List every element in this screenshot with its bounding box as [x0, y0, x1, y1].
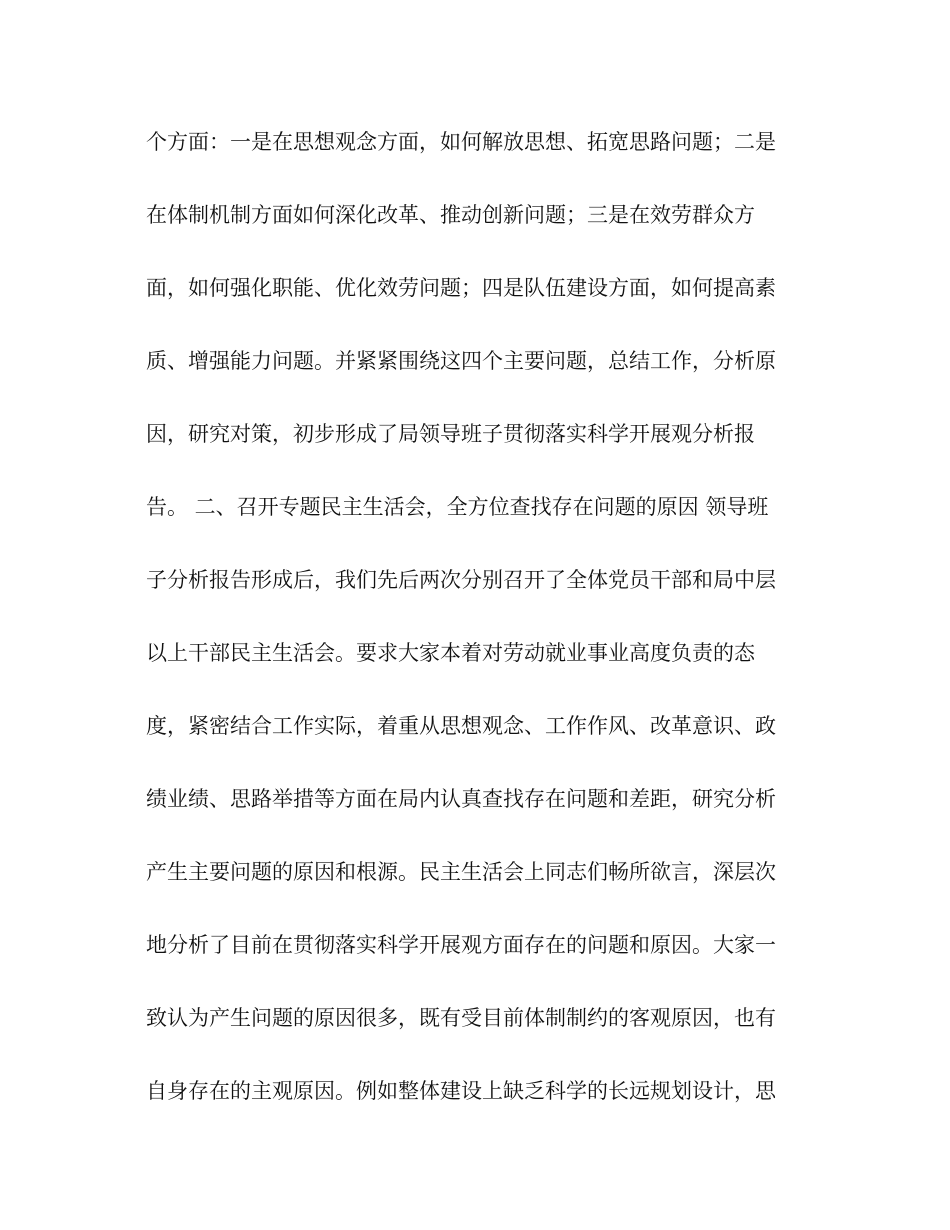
document-body: [146, 122, 806, 1144]
text-line-8: 以上干部民主生活会。要求大家本着对劳动就业事业高度负责的态: [146, 641, 755, 665]
text-line-9: 度，紧密结合工作实际，着重从思想观念、工作作风、改革意识、政: [146, 714, 776, 738]
text-line-10: 绩业绩、思路举措等方面在局内认真查找存在问题和差距，研究分析: [146, 787, 776, 811]
text-line-7: 子分析报告形成后，我们先后两次分别召开了全体党员干部和局中层: [146, 568, 776, 592]
text-line-4: 质、增强能力问题。并紧紧围绕这四个主要问题，总结工作，分析原: [146, 349, 776, 373]
text-line-5: 因，研究对策，初步形成了局领导班子贯彻落实科学开展观分析报: [146, 422, 755, 446]
text-line-2: 在体制机制方面如何深化改革、推动创新问题；三是在效劳群众方: [146, 203, 755, 227]
text-line-3: 面，如何强化职能、优化效劳问题；四是队伍建设方面，如何提高素: [146, 276, 776, 300]
text-line-13: 致认为产生问题的原因很多，既有受目前体制制约的客观原因，也有: [146, 1006, 776, 1030]
text-line-1: 个方面：一是在思想观念方面，如何解放思想、拓宽思路问题；二是: [146, 130, 776, 154]
text-line-12: 地分析了目前在贯彻落实科学开展观方面存在的问题和原因。大家一: [146, 933, 776, 957]
text-line-6: 告。 二、召开专题民主生活会，全方位查找存在问题的原因 领导班: [146, 495, 769, 519]
text-line-14: 自身存在的主观原因。例如整体建设上缺乏科学的长远规划设计，思: [146, 1079, 776, 1103]
text-line-11: 产生主要问题的原因和根源。民主生活会上同志们畅所欲言，深层次: [146, 860, 776, 884]
